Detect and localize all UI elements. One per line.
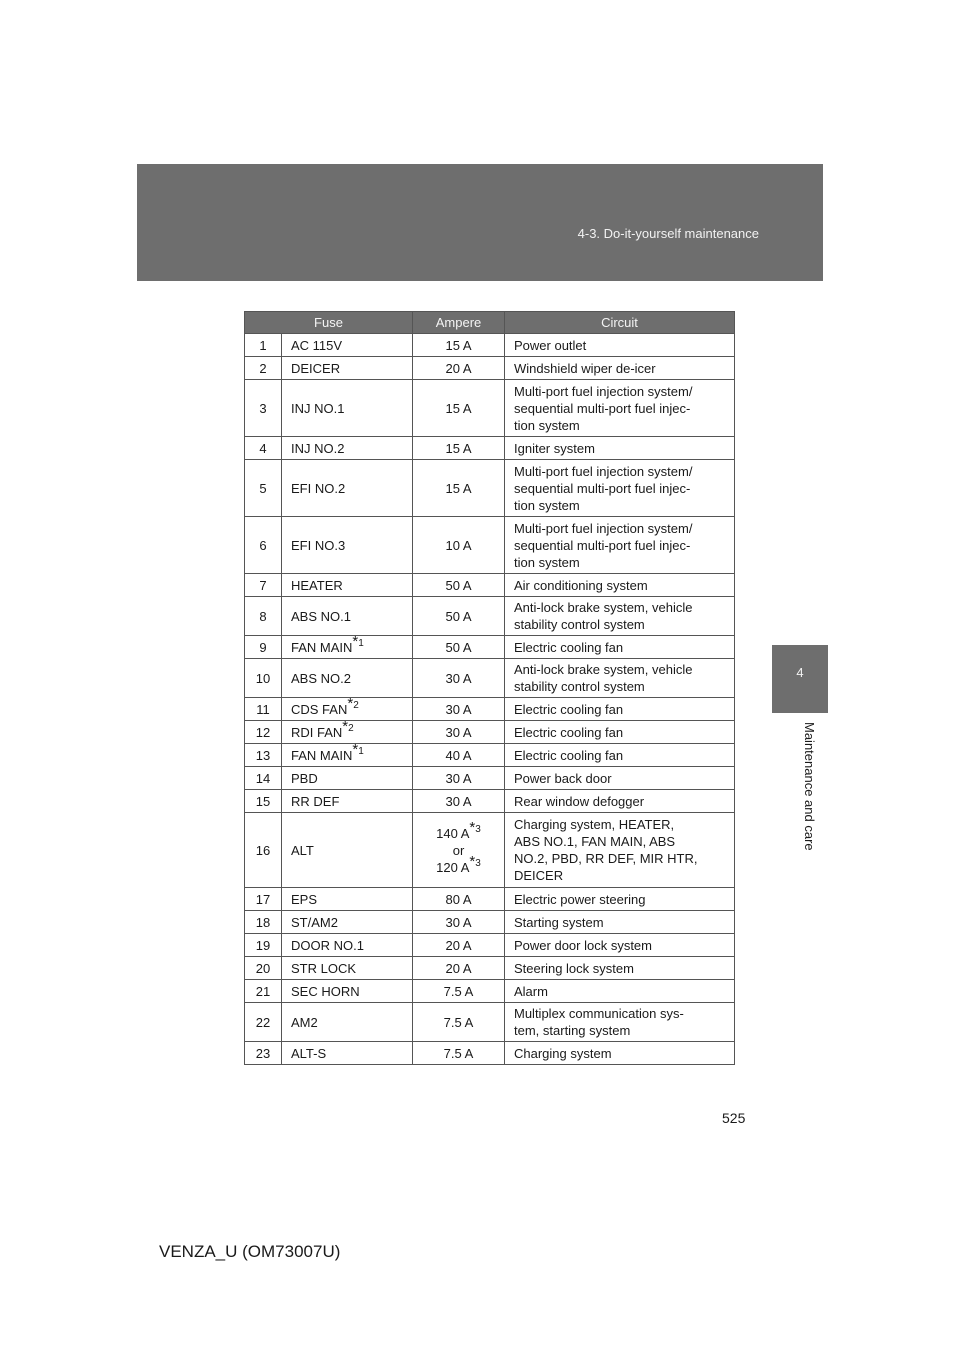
fuse-number: 17: [245, 888, 282, 911]
fuse-ampere: 50 A: [413, 636, 505, 659]
fuse-circuit: Charging system, HEATER, ABS NO.1, FAN MAIN, ABS NO.2, PBD, RR DEF, MIR HTR, DEICER: [505, 813, 735, 888]
fuse-name: CDS FAN$^{*2}$: [282, 698, 413, 721]
fuse-circuit: Alarm: [505, 980, 735, 1003]
fuse-circuit: Electric cooling fan: [505, 636, 735, 659]
fuse-name: STR LOCK: [282, 957, 413, 980]
fuse-number: 3: [245, 380, 282, 437]
section-title: 4-3. Do-it-yourself maintenance: [577, 226, 759, 241]
table-row: [245, 574, 735, 597]
fuse-ampere: 30 A: [413, 698, 505, 721]
table-row: [245, 659, 735, 698]
fuse-name: ST/AM2: [282, 911, 413, 934]
fuse-ampere: 10 A: [413, 517, 505, 574]
footnote-marker: *2: [342, 718, 354, 736]
fuse-name: ALT: [282, 813, 413, 888]
fuse-name: RDI FAN$^{*2}$: [282, 721, 413, 744]
fuse-name: FAN MAIN$^{*1}$: [282, 744, 413, 767]
fuse-name: DEICER: [282, 357, 413, 380]
table-row: [245, 721, 735, 744]
fuse-circuit: Power back door: [505, 767, 735, 790]
fuse-table: [244, 311, 735, 1065]
table-row: [245, 957, 735, 980]
table-row: [245, 517, 735, 574]
fuse-number: 14: [245, 767, 282, 790]
fuse-name: AM2: [282, 1003, 413, 1042]
header-band: [137, 164, 823, 281]
fuse-number: 10: [245, 659, 282, 698]
fuse-ampere: 50 A: [413, 597, 505, 636]
fuse-circuit: Multi-port fuel injection system/ sequential multi-port fuel injec- tion system: [505, 380, 735, 437]
fuse-circuit: Steering lock system: [505, 957, 735, 980]
fuse-circuit: Air conditioning system: [505, 574, 735, 597]
footnote-marker: *3: [469, 853, 481, 871]
footnote-marker: *1: [352, 741, 364, 759]
table-row: [245, 1003, 735, 1042]
fuse-table-body: [245, 334, 735, 1065]
fuse-ampere: 30 A: [413, 659, 505, 698]
fuse-number: 16: [245, 813, 282, 888]
fuse-name: EFI NO.3: [282, 517, 413, 574]
fuse-name: ABS NO.1: [282, 597, 413, 636]
fuse-circuit: Starting system: [505, 911, 735, 934]
fuse-circuit: Electric cooling fan: [505, 698, 735, 721]
table-row: [245, 437, 735, 460]
fuse-name: ALT-S: [282, 1042, 413, 1065]
fuse-number: 1: [245, 334, 282, 357]
footnote-marker: *2: [347, 695, 359, 713]
fuse-number: 22: [245, 1003, 282, 1042]
fuse-name: HEATER: [282, 574, 413, 597]
chapter-tab[interactable]: [772, 645, 828, 713]
fuse-ampere: 30 A: [413, 721, 505, 744]
fuse-name: EFI NO.2: [282, 460, 413, 517]
fuse-ampere: 30 A: [413, 790, 505, 813]
column-header-fuse: Fuse: [245, 312, 413, 334]
table-row: [245, 934, 735, 957]
table-row: [245, 888, 735, 911]
fuse-circuit: Electric power steering: [505, 888, 735, 911]
fuse-circuit: Power door lock system: [505, 934, 735, 957]
fuse-ampere: 15 A: [413, 334, 505, 357]
fuse-circuit: Electric cooling fan: [505, 744, 735, 767]
table-row: [245, 790, 735, 813]
footer-model-code: VENZA_U (OM73007U): [159, 1242, 341, 1261]
fuse-name: FAN MAIN$^{*1}$: [282, 636, 413, 659]
fuse-number: 18: [245, 911, 282, 934]
fuse-circuit: Multiplex communication sys- tem, starting system: [505, 1003, 735, 1042]
fuse-name: INJ NO.1: [282, 380, 413, 437]
fuse-number: 23: [245, 1042, 282, 1065]
fuse-number: 4: [245, 437, 282, 460]
fuse-number: 11: [245, 698, 282, 721]
fuse-ampere: 7.5 A: [413, 1042, 505, 1065]
fuse-number: 21: [245, 980, 282, 1003]
fuse-number: 19: [245, 934, 282, 957]
fuse-number: 13: [245, 744, 282, 767]
chapter-number: 4: [796, 665, 804, 680]
fuse-name: EPS: [282, 888, 413, 911]
table-row: [245, 744, 735, 767]
table-row: [245, 1042, 735, 1065]
fuse-number: 8: [245, 597, 282, 636]
table-row: [245, 813, 735, 888]
fuse-ampere: 40 A: [413, 744, 505, 767]
fuse-circuit: Electric cooling fan: [505, 721, 735, 744]
table-row: [245, 980, 735, 1003]
fuse-circuit: Anti-lock brake system, vehicle stability control system: [505, 659, 735, 698]
fuse-name: ABS NO.2: [282, 659, 413, 698]
fuse-ampere: 7.5 A: [413, 980, 505, 1003]
fuse-circuit: Multi-port fuel injection system/ sequential multi-port fuel injec- tion system: [505, 460, 735, 517]
table-row: [245, 357, 735, 380]
fuse-circuit: Charging system: [505, 1042, 735, 1065]
fuse-circuit: Multi-port fuel injection system/ sequential multi-port fuel injec- tion system: [505, 517, 735, 574]
fuse-ampere: 20 A: [413, 957, 505, 980]
chapter-label: Maintenance and care: [802, 722, 817, 851]
footnote-marker: *3: [469, 819, 481, 837]
fuse-ampere: 30 A: [413, 767, 505, 790]
fuse-number: 20: [245, 957, 282, 980]
fuse-number: 6: [245, 517, 282, 574]
fuse-number: 2: [245, 357, 282, 380]
page-number: 525: [722, 1110, 746, 1126]
table-header-row: [245, 312, 735, 334]
fuse-number: 5: [245, 460, 282, 517]
fuse-circuit: Power outlet: [505, 334, 735, 357]
fuse-name: DOOR NO.1: [282, 934, 413, 957]
fuse-name: PBD: [282, 767, 413, 790]
fuse-name: SEC HORN: [282, 980, 413, 1003]
footnote-marker: *1: [352, 633, 364, 651]
table-row: [245, 460, 735, 517]
table-row: [245, 767, 735, 790]
fuse-ampere: 15 A: [413, 460, 505, 517]
fuse-ampere: 15 A: [413, 380, 505, 437]
fuse-number: 7: [245, 574, 282, 597]
fuse-number: 12: [245, 721, 282, 744]
column-header-circuit: Circuit: [505, 312, 735, 334]
table-row: [245, 636, 735, 659]
fuse-ampere: 50 A: [413, 574, 505, 597]
fuse-ampere: 20 A: [413, 934, 505, 957]
fuse-number: 9: [245, 636, 282, 659]
fuse-ampere: 7.5 A: [413, 1003, 505, 1042]
table-row: [245, 597, 735, 636]
fuse-name: RR DEF: [282, 790, 413, 813]
fuse-ampere: 140 $A^{*3}$ or 120 $A^{*3}$: [413, 813, 505, 888]
table-row: [245, 911, 735, 934]
table-row: [245, 698, 735, 721]
fuse-ampere: 30 A: [413, 911, 505, 934]
fuse-circuit: Windshield wiper de-icer: [505, 357, 735, 380]
fuse-name: INJ NO.2: [282, 437, 413, 460]
fuse-circuit: Anti-lock brake system, vehicle stability control system: [505, 597, 735, 636]
fuse-circuit: Igniter system: [505, 437, 735, 460]
table-row: [245, 334, 735, 357]
fuse-number: 15: [245, 790, 282, 813]
fuse-name: AC 115V: [282, 334, 413, 357]
fuse-ampere: 20 A: [413, 357, 505, 380]
fuse-ampere: 15 A: [413, 437, 505, 460]
table-row: [245, 380, 735, 437]
column-header-ampere: Ampere: [413, 312, 505, 334]
fuse-ampere: 80 A: [413, 888, 505, 911]
fuse-circuit: Rear window defogger: [505, 790, 735, 813]
